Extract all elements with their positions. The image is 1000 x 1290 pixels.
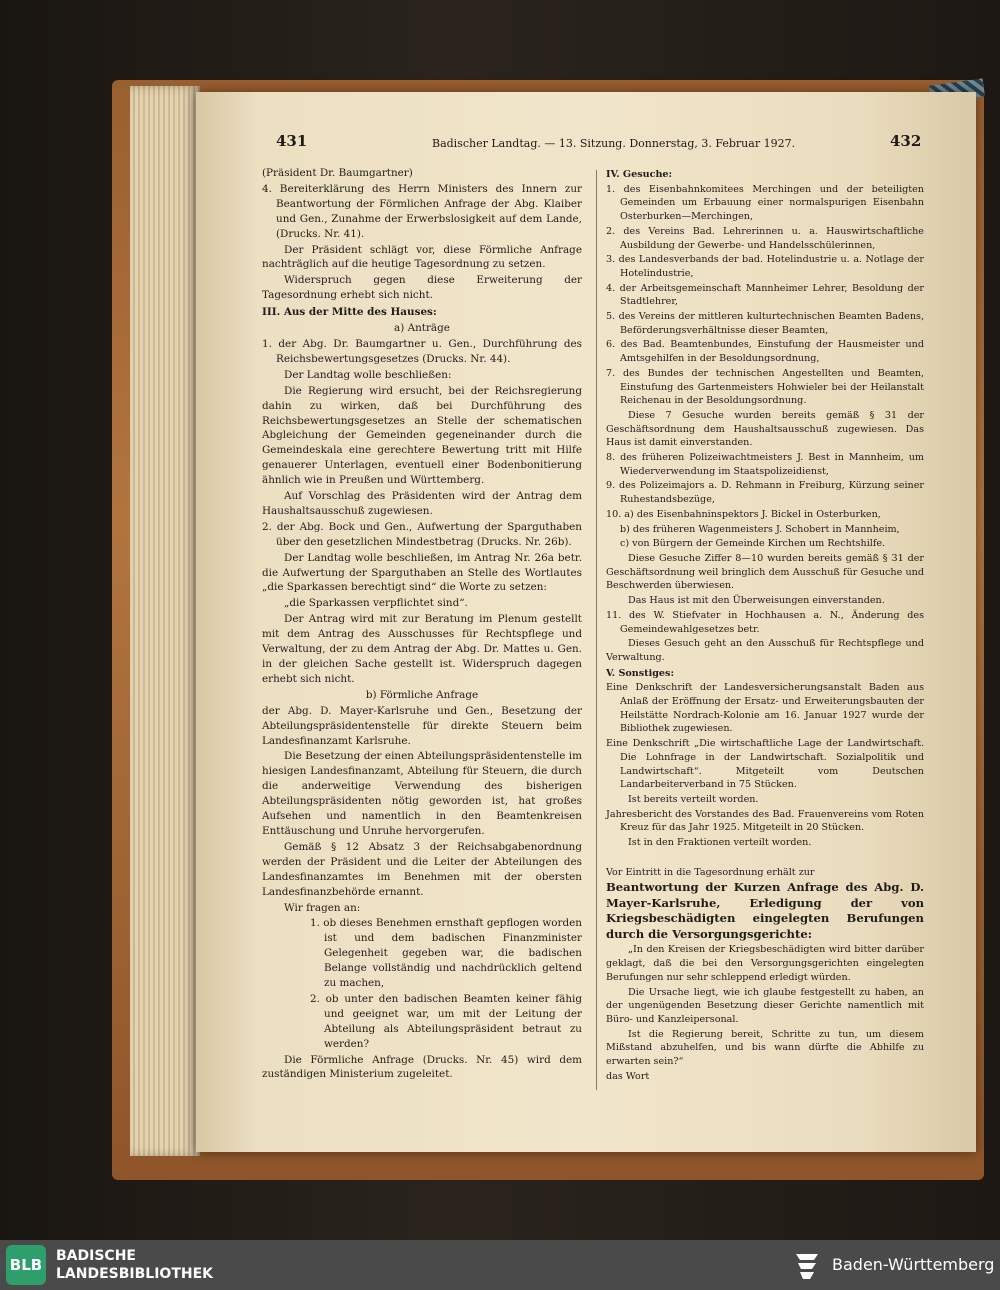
library-name[interactable] — [56, 1247, 213, 1283]
left-column-paragraph: 4. Bereiterklärung des Herrn Ministers des Innern zur Beantwortung der Förmlichen Anfrage der Abg. Klaiber und Gen., Zunahme der Erwerbslosigkeit auf dem Lande, (Drucks. Nr. 41). — [262, 182, 582, 240]
blb-logo[interactable]: BLB — [6, 1245, 46, 1285]
right-column-paragraph: 1. des Eisenbahnkomitees Merchingen und der beteiligten Gemeinden um Erbauung einer normalspurigen Eisenbahn Osterburken—Merchingen, — [606, 183, 924, 223]
right-column-paragraph: 6. des Bad. Beamtenbundes, Einstufung der Hausmeister und Amtsgehilfen in der Besoldungsordnung, — [606, 339, 924, 365]
state-name[interactable]: Baden-Württemberg — [832, 1255, 995, 1274]
left-text-column — [262, 166, 582, 1083]
right-column-paragraph: Eine Denkschrift „Die wirtschaftliche Lage der Landwirtschaft. Die Lohnfrage in der Landwirtschaft. Sozialpolitik und Landwirtschaft“. Mitgeteilt vom Deutschen Landarbeiterverband in 75 Stücken. — [606, 738, 924, 791]
right-column-paragraph: V. Sonstiges: — [606, 667, 674, 679]
left-column-paragraph: a) Anträge — [394, 322, 450, 335]
left-column-paragraph: Die Regierung wird ersucht, bei der Reichsregierung dahin zu wirken, daß bei Durchführung des Reichsbewertungsgesetzes an Stelle der schematischen Abgleichung der Gemeinden gegeneinander durch die Gemeindeskala eine gerechtere Bewertung tritt mit Hilfe genauerer Unterlagen, eventuell einer Bodenbonitierung ähnlich wie in Preußen und Württemberg. — [262, 384, 582, 487]
right-column-paragraph: c) von Bürgern der Gemeinde Kirchen um Rechtshilfe. — [620, 538, 886, 550]
right-column-paragraph: Beantwortung der Kurzen Anfrage des Abg. D. Mayer-Karlsruhe, Erledigung der von Kriegsbeschädigten eingelegten Berufungen durch die Versorgungsgerichte: — [606, 880, 924, 941]
baden-wuerttemberg-lion-icon — [792, 1246, 822, 1284]
left-column-paragraph: III. Aus der Mitte des Hauses: — [262, 306, 437, 319]
column-divider — [596, 170, 597, 1090]
right-page-number: 432 — [890, 132, 922, 150]
right-column-paragraph: Diese 7 Gesuche wurden bereits gemäß § 31 der Geschäftsordnung dem Haushaltsausschuß zugewiesen. Das Haus ist damit einverstanden. — [606, 409, 924, 449]
right-column-paragraph: 11. des W. Stiefvater in Hochhausen a. N., Änderung des Gemeindewahlgesetzes betr. — [606, 609, 924, 635]
right-column-paragraph: Eine Denkschrift der Landesversicherungsanstalt Baden aus Anlaß der Eröffnung der Ersatz- und Erweiterungsbauten der Heilstätte Nordrach-Kolonie am 16. Januar 1927 wurde der Bibliothek zugewiesen. — [606, 682, 924, 735]
right-column-paragraph: 8. des früheren Polizeiwachtmeisters J. Best in Mannheim, um Wiederverwendung im Staatspolizeidienst, — [606, 452, 924, 477]
right-column-paragraph: 9. des Polizeimajors a. D. Rehmann in Freiburg, Kürzung seiner Ruhestandsbezüge, — [606, 480, 924, 506]
right-column-paragraph: 7. des Bundes der technischen Angestellten und Beamten, Einstufung des Gartenmeisters Hohwieler bei der Heilanstalt Reichenau in der Besoldungsordnung. — [606, 367, 924, 407]
left-column-paragraph: Der Antrag wird mit zur Beratung im Plenum gestellt mit dem Antrag des Ausschusses für Rechtspflege und Verwaltung, der zu dem Antrag der Abg. Dr. Mattes u. Gen. in der gleichen Sache gestellt ist. Widerspruch dagegen erhebt sich nicht. — [262, 613, 582, 685]
right-column-paragraph: Ist bereits verteilt worden. — [628, 793, 759, 805]
left-column-paragraph: Der Landtag wolle beschließen: — [284, 368, 452, 381]
library-name-line2: LANDESBIBLIOTHEK — [56, 1266, 214, 1282]
left-column-paragraph: (Präsident Dr. Baumgartner) — [262, 167, 413, 179]
left-column-paragraph: Widerspruch gegen diese Erweiterung der Tagesordnung erhebt sich nicht. — [262, 274, 582, 302]
right-column-paragraph: 5. des Vereins der mittleren kulturtechnischen Beamten Badens, Beförderungsverhältnisse dieser Beamten, — [606, 311, 924, 336]
left-page-number: 431 — [276, 132, 308, 150]
right-column-paragraph: Das Haus ist mit den Überweisungen einverstanden. — [628, 595, 885, 607]
right-column-paragraph: Ist in den Fraktionen verteilt worden. — [628, 837, 812, 849]
left-column-paragraph: Die Besetzung der einen Abteilungspräsidentenstelle im hiesigen Landesfinanzamt, Abteilung für Steuern, die durch die anderweitige Verwendung des bisherigen Abteilungspräsidenten nötig geworden ist, hat großes Aufsehen und namentlich in den Beamtenkreisen Enttäuschung und Unruhe hervorgerufen. — [262, 750, 582, 837]
left-column-paragraph: Wir fragen an: — [284, 901, 361, 914]
left-column-paragraph: „die Sparkassen verpflichtet sind“. — [284, 597, 468, 610]
left-column-paragraph: 2. der Abg. Bock und Gen., Aufwertung der Sparguthaben über den gesetzlichen Mindestbetrag (Drucks. Nr. 26b). — [262, 520, 582, 548]
left-column-paragraph: 1. ob dieses Benehmen ernsthaft gepflogen worden ist und dem badischen Finanzminister Gelegenheit gegeben war, die badischen Belange vollständig und nachdrücklich geltend zu machen, — [310, 917, 582, 990]
right-column-paragraph: „In den Kreisen der Kriegsbeschädigten wird bitter darüber geklagt, daß die bei den Versorgungsgerichten eingelegten Berufungen nur sehr schleppend erledigt würden. — [606, 944, 924, 983]
right-column-paragraph: Diese Gesuche Ziffer 8—10 wurden bereits gemäß § 31 der Geschäftsordnung weil bringlich dem Ausschuß für Gesuche und Beschwerden überwiesen. — [606, 552, 924, 592]
left-column-paragraph: Der Präsident schlägt vor, diese Förmliche Anfrage nachträglich auf die heutige Tagesordnung zu setzen. — [262, 243, 582, 271]
left-column-paragraph: Auf Vorschlag des Präsidenten wird der Antrag dem Haushaltsausschuß zugewiesen. — [262, 490, 582, 517]
left-column-paragraph: 2. ob unter den badischen Beamten keiner fähig und geeignet war, um mit der Leitung der Abteilung als Abteilungspräsident betraut zu werden? — [310, 992, 582, 1050]
right-column-paragraph: Jahresbericht des Vorstandes des Bad. Frauenvereins vom Roten Kreuz für das Jahr 1925. Mitgeteilt in 20 Stücken. — [606, 808, 924, 834]
right-column-paragraph: 4. der Arbeitsgemeinschaft Mannheimer Lehrer, Besoldung der Stadtlehrer, — [606, 282, 924, 308]
right-column-paragraph: 2. des Vereins Bad. Lehrerinnen u. a. Hauswirtschaftliche Ausbildung der Gewerbe- und Handelsschülerinnen, — [606, 225, 924, 251]
right-text-column — [606, 166, 924, 1084]
right-column-paragraph: Die Ursache liegt, wie ich glaube festgestellt zu haben, an der ungenügenden Besetzung dieser Gerichte namentlich mit Büro- und Kanzleipersonal. — [606, 986, 924, 1025]
right-column-paragraph: Dieses Gesuch geht an den Ausschuß für Rechtspflege und Verwaltung. — [606, 638, 924, 663]
left-column-paragraph: Gemäß § 12 Absatz 3 der Reichsabgabenordnung werden der Präsident und die Leiter der Abteilungen des Landesfinanzamtes im Benehmen mit der obersten Landesfinanzbehörde ernannt. — [262, 840, 582, 898]
right-column-paragraph: 3. des Landesverbands der bad. Hotelindustrie u. a. Notlage der Hotelindustrie, — [606, 254, 924, 279]
right-column-paragraph: Ist die Regierung bereit, Schritte zu tun, um diesem Mißstand abzuhelfen, und bis wann dürfte die Abhilfe zu erwarten sein?“ — [606, 1028, 924, 1068]
right-column-paragraph: IV. Gesuche: — [606, 169, 673, 180]
right-column-paragraph: das Wort — [606, 1070, 650, 1082]
library-name-line1: BADISCHE — [56, 1248, 136, 1264]
page-edges — [130, 86, 200, 1156]
left-column-paragraph: b) Förmliche Anfrage — [365, 688, 479, 701]
running-head: Badischer Landtag. — 13. Sitzung. Donnerstag, 3. Februar 1927. — [432, 137, 796, 150]
right-column-paragraph: b) des früheren Wagenmeisters J. Schobert in Mannheim, — [620, 523, 900, 535]
left-column-paragraph: Der Landtag wolle beschließen, im Antrag Nr. 26a betr. die Aufwertung der Sparguthaben an Stelle des Wortlautes „die Sparkassen berechtigt sind“ die Worte zu setzen: — [262, 551, 582, 594]
left-column-paragraph: Die Förmliche Anfrage (Drucks. Nr. 45) wird dem zuständigen Ministerium zugeleitet. — [262, 1053, 582, 1081]
right-column-paragraph: 10. a) des Eisenbahninspektors J. Bickel in Osterburken, — [606, 508, 881, 520]
left-column-paragraph: der Abg. D. Mayer-Karlsruhe und Gen., Besetzung der Abteilungspräsidentenstelle für direkte Steuern beim Landesfinanzamt Karlsruhe. — [262, 704, 582, 747]
right-column-paragraph: Vor Eintritt in die Tagesordnung erhält zur — [606, 866, 815, 878]
left-column-paragraph: 1. der Abg. Dr. Baumgartner u. Gen., Durchführung des Reichsbewertungsgesetzes (Drucks. Nr. 44). — [262, 337, 582, 365]
